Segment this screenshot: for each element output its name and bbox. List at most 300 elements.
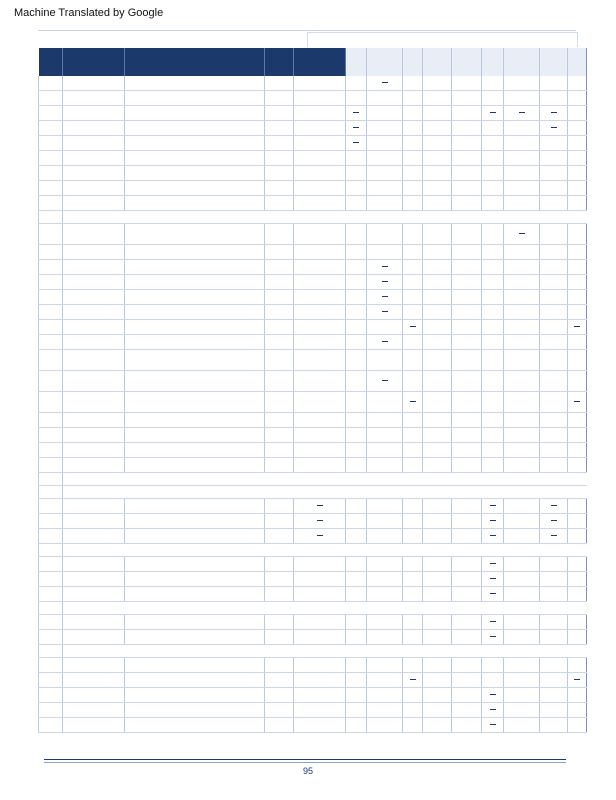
table-row	[39, 275, 587, 290]
table-cell	[294, 151, 346, 166]
table-cell	[452, 392, 482, 413]
table-cell	[568, 718, 587, 733]
table-cell	[452, 673, 482, 688]
table-cell	[568, 106, 587, 121]
table-cell	[367, 260, 403, 275]
table-cell	[346, 275, 367, 290]
table-cell	[482, 718, 504, 733]
table-cell	[482, 458, 504, 473]
table-cell	[265, 335, 294, 350]
table-cell	[63, 458, 125, 473]
table-cell	[504, 688, 540, 703]
table-row	[39, 499, 587, 514]
table-cell	[540, 350, 568, 371]
table-cell	[482, 181, 504, 196]
table-cell	[568, 350, 587, 371]
table-cell	[39, 76, 63, 91]
table-cell	[504, 320, 540, 335]
table-cell	[63, 224, 125, 245]
header-cell	[482, 48, 504, 76]
table-cell	[367, 121, 403, 136]
table-cell	[265, 224, 294, 245]
table-cell	[568, 245, 587, 260]
table-cell	[504, 630, 540, 645]
table-cell	[452, 121, 482, 136]
table-cell	[294, 245, 346, 260]
table-cell	[403, 557, 423, 572]
table-row	[39, 392, 587, 413]
table-cell	[452, 106, 482, 121]
table-cell	[265, 630, 294, 645]
table-cell	[125, 350, 265, 371]
table-cell	[346, 557, 367, 572]
table-cell	[294, 121, 346, 136]
table-cell	[39, 718, 63, 733]
table-cell	[346, 371, 367, 392]
table-cell	[504, 76, 540, 91]
table-cell	[346, 136, 367, 151]
table-cell	[452, 443, 482, 458]
table-row	[39, 91, 587, 106]
table-cell	[346, 630, 367, 645]
table-cell	[568, 224, 587, 245]
table-cell	[568, 151, 587, 166]
table-cell	[346, 151, 367, 166]
table-cell	[346, 428, 367, 443]
table-cell	[423, 181, 452, 196]
table-cell	[568, 572, 587, 587]
table-cell	[504, 413, 540, 428]
table-cell	[63, 151, 125, 166]
table-cell	[294, 350, 346, 371]
table-cell	[423, 136, 452, 151]
table-cell	[63, 76, 125, 91]
table-cell	[39, 166, 63, 181]
table-cell	[423, 514, 452, 529]
header-cell	[63, 48, 125, 76]
table-cell	[39, 224, 63, 245]
table-cell	[403, 658, 423, 673]
table-cell	[403, 615, 423, 630]
table-cell	[63, 166, 125, 181]
table-cell	[423, 245, 452, 260]
table-cell	[367, 514, 403, 529]
table-cell	[39, 136, 63, 151]
table-cell	[265, 428, 294, 443]
table-row	[39, 181, 587, 196]
table-cell	[452, 335, 482, 350]
table-cell	[39, 557, 63, 572]
header-cell	[294, 48, 346, 76]
table-row	[39, 371, 587, 392]
dash-mark	[382, 266, 388, 267]
table-cell	[452, 305, 482, 320]
table-cell	[423, 458, 452, 473]
table-cell	[482, 196, 504, 211]
table-cell	[423, 121, 452, 136]
table-row	[39, 514, 587, 529]
section-blank-cell	[39, 473, 63, 486]
table-cell	[346, 615, 367, 630]
table-cell	[367, 91, 403, 106]
table-cell	[265, 572, 294, 587]
table-cell	[423, 658, 452, 673]
table-cell	[39, 371, 63, 392]
section-blank-cell	[39, 544, 63, 557]
table-cell	[265, 320, 294, 335]
table-cell	[367, 196, 403, 211]
table-cell	[294, 499, 346, 514]
table-cell	[540, 630, 568, 645]
table-cell	[125, 514, 265, 529]
table-cell	[294, 514, 346, 529]
footer-rule	[44, 759, 566, 760]
table-cell	[452, 572, 482, 587]
table-cell	[423, 91, 452, 106]
table-cell	[403, 181, 423, 196]
table-cell	[39, 703, 63, 718]
table-row	[39, 305, 587, 320]
table-cell	[39, 275, 63, 290]
table-cell	[504, 572, 540, 587]
table-cell	[346, 196, 367, 211]
header-cell	[540, 48, 568, 76]
table-row	[39, 350, 587, 371]
dash-mark	[490, 593, 496, 594]
table-cell	[265, 106, 294, 121]
table-cell	[367, 413, 403, 428]
header-cell	[504, 48, 540, 76]
table-cell	[125, 305, 265, 320]
table-cell	[294, 196, 346, 211]
table-row	[39, 718, 587, 733]
table-cell	[403, 529, 423, 544]
table-cell	[452, 91, 482, 106]
table-cell	[265, 166, 294, 181]
table-cell	[482, 275, 504, 290]
dash-mark	[490, 112, 496, 113]
table-cell	[540, 166, 568, 181]
table-cell	[125, 572, 265, 587]
table-cell	[265, 371, 294, 392]
table-cell	[504, 458, 540, 473]
table-cell	[367, 166, 403, 181]
table-cell	[63, 91, 125, 106]
dash-mark	[317, 505, 323, 506]
table-cell	[482, 91, 504, 106]
table-cell	[482, 428, 504, 443]
table-cell	[482, 673, 504, 688]
dash-mark	[382, 341, 388, 342]
table-row	[39, 557, 587, 572]
table-cell	[482, 260, 504, 275]
table-cell	[346, 166, 367, 181]
table-cell	[568, 121, 587, 136]
table-cell	[63, 658, 125, 673]
table-row	[39, 245, 587, 260]
table-cell	[265, 245, 294, 260]
table-cell	[540, 371, 568, 392]
table-cell	[63, 673, 125, 688]
table-cell	[403, 572, 423, 587]
table-row	[39, 703, 587, 718]
table-cell	[482, 76, 504, 91]
table-row	[39, 673, 587, 688]
table-cell	[568, 658, 587, 673]
table-cell	[63, 499, 125, 514]
table-cell	[482, 320, 504, 335]
table-cell	[452, 224, 482, 245]
table-cell	[540, 392, 568, 413]
table-cell	[63, 688, 125, 703]
table-cell	[452, 181, 482, 196]
table-cell	[568, 557, 587, 572]
table-cell	[504, 335, 540, 350]
table-cell	[125, 458, 265, 473]
table-cell	[568, 260, 587, 275]
table-cell	[482, 557, 504, 572]
header-cell	[125, 48, 265, 76]
table-cell	[452, 615, 482, 630]
table-cell	[125, 371, 265, 392]
table-cell	[452, 557, 482, 572]
table-cell	[504, 106, 540, 121]
table-cell	[63, 290, 125, 305]
table-cell	[504, 290, 540, 305]
table-cell	[294, 673, 346, 688]
section-header-row	[39, 645, 587, 658]
table-cell	[540, 572, 568, 587]
table-row	[39, 335, 587, 350]
table-cell	[568, 320, 587, 335]
dash-mark	[519, 112, 525, 113]
table-cell	[482, 350, 504, 371]
table-cell	[294, 443, 346, 458]
table-cell	[367, 350, 403, 371]
table-row	[39, 166, 587, 181]
table-cell	[482, 413, 504, 428]
table-cell	[403, 428, 423, 443]
section-header-row	[39, 602, 587, 615]
table-cell	[504, 245, 540, 260]
table-cell	[452, 136, 482, 151]
table-cell	[346, 514, 367, 529]
table-cell	[294, 392, 346, 413]
table-cell	[39, 245, 63, 260]
dash-mark	[574, 401, 580, 402]
table-cell	[346, 224, 367, 245]
table-cell	[294, 290, 346, 305]
table-cell	[39, 106, 63, 121]
table-cell	[367, 224, 403, 245]
table-cell	[39, 458, 63, 473]
table-cell	[403, 260, 423, 275]
table-cell	[568, 428, 587, 443]
table-cell	[403, 224, 423, 245]
table-cell	[39, 290, 63, 305]
section-title-cell	[63, 473, 587, 486]
table-cell	[63, 443, 125, 458]
table-cell	[63, 106, 125, 121]
header-group-box	[307, 32, 578, 47]
table-cell	[423, 688, 452, 703]
table-cell	[568, 136, 587, 151]
table-cell	[423, 106, 452, 121]
table-cell	[125, 499, 265, 514]
table-row	[39, 572, 587, 587]
table-cell	[294, 136, 346, 151]
table-cell	[568, 275, 587, 290]
table-cell	[540, 136, 568, 151]
table-cell	[265, 529, 294, 544]
header-cell	[265, 48, 294, 76]
table-cell	[504, 587, 540, 602]
table-cell	[367, 615, 403, 630]
dash-mark	[353, 127, 359, 128]
table-cell	[403, 335, 423, 350]
table-cell	[39, 260, 63, 275]
table-cell	[265, 514, 294, 529]
table-cell	[540, 557, 568, 572]
dash-mark	[353, 142, 359, 143]
table-cell	[403, 443, 423, 458]
table-cell	[39, 392, 63, 413]
table-cell	[504, 350, 540, 371]
table-cell	[452, 587, 482, 602]
table-cell	[125, 703, 265, 718]
table-cell	[63, 529, 125, 544]
table-row	[39, 121, 587, 136]
table-cell	[423, 718, 452, 733]
table-cell	[504, 673, 540, 688]
table-cell	[125, 166, 265, 181]
table-cell	[265, 290, 294, 305]
table-cell	[568, 166, 587, 181]
dash-mark	[410, 679, 416, 680]
table-cell	[423, 371, 452, 392]
table-cell	[125, 224, 265, 245]
table-cell	[125, 718, 265, 733]
table-cell	[423, 499, 452, 514]
table-cell	[403, 76, 423, 91]
table-cell	[482, 572, 504, 587]
table-cell	[125, 529, 265, 544]
table-cell	[540, 413, 568, 428]
table-cell	[265, 76, 294, 91]
table-cell	[540, 443, 568, 458]
table-cell	[452, 514, 482, 529]
table-cell	[403, 458, 423, 473]
table-cell	[125, 106, 265, 121]
table-cell	[294, 260, 346, 275]
table-cell	[125, 658, 265, 673]
table-row	[39, 290, 587, 305]
table-cell	[346, 76, 367, 91]
table-cell	[367, 499, 403, 514]
table-cell	[125, 443, 265, 458]
table-cell	[367, 572, 403, 587]
table-cell	[346, 181, 367, 196]
table-cell	[367, 305, 403, 320]
table-cell	[367, 557, 403, 572]
table-cell	[39, 615, 63, 630]
table-cell	[540, 290, 568, 305]
table-cell	[568, 335, 587, 350]
table-cell	[294, 615, 346, 630]
table-cell	[367, 275, 403, 290]
table-cell	[265, 275, 294, 290]
table-cell	[452, 499, 482, 514]
header-cell	[39, 48, 63, 76]
table-cell	[39, 630, 63, 645]
table-cell	[125, 76, 265, 91]
table-cell	[294, 320, 346, 335]
table-cell	[482, 290, 504, 305]
table-cell	[423, 443, 452, 458]
table-cell	[265, 392, 294, 413]
dash-mark	[574, 679, 580, 680]
table-cell	[423, 305, 452, 320]
table-row	[39, 688, 587, 703]
table-cell	[39, 196, 63, 211]
table-cell	[423, 350, 452, 371]
table-cell	[482, 615, 504, 630]
table-cell	[403, 413, 423, 428]
dash-mark	[382, 281, 388, 282]
table-cell	[265, 121, 294, 136]
table-cell	[482, 514, 504, 529]
table-cell	[540, 458, 568, 473]
section-header-row	[39, 486, 587, 499]
table-cell	[63, 320, 125, 335]
header-cell	[403, 48, 423, 76]
table-cell	[265, 587, 294, 602]
table-cell	[403, 151, 423, 166]
table-cell	[125, 673, 265, 688]
table-cell	[403, 371, 423, 392]
table-cell	[482, 224, 504, 245]
table-cell	[39, 572, 63, 587]
table-cell	[294, 718, 346, 733]
section-blank-cell	[39, 211, 63, 224]
table-row	[39, 428, 587, 443]
table-cell	[63, 181, 125, 196]
table-cell	[265, 91, 294, 106]
table-cell	[294, 224, 346, 245]
table-cell	[346, 320, 367, 335]
table-cell	[265, 350, 294, 371]
table-cell	[540, 181, 568, 196]
section-title-cell	[63, 544, 587, 557]
table-cell	[568, 290, 587, 305]
section-header-row	[39, 473, 587, 486]
dash-mark	[551, 127, 557, 128]
table-cell	[346, 587, 367, 602]
table-cell	[294, 703, 346, 718]
table-row	[39, 458, 587, 473]
table-cell	[452, 76, 482, 91]
table-row	[39, 224, 587, 245]
table-cell	[540, 260, 568, 275]
table-cell	[540, 514, 568, 529]
table-cell	[504, 428, 540, 443]
table-cell	[265, 181, 294, 196]
table-cell	[346, 121, 367, 136]
table-row	[39, 106, 587, 121]
table-cell	[63, 615, 125, 630]
table-cell	[423, 673, 452, 688]
table-cell	[346, 91, 367, 106]
